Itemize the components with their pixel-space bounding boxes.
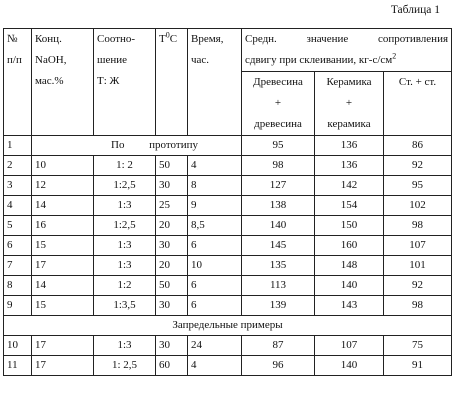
cell-ceramic: 140 [315, 356, 384, 376]
header-shear-word-1: Средн. [245, 33, 277, 45]
cell-num: 4 [4, 196, 32, 216]
cell-glass: 75 [384, 336, 452, 356]
header-concentration [32, 29, 94, 136]
header-num-line1: № [7, 33, 18, 45]
header-ceramic-line2: + [345, 97, 353, 109]
header-temp-sup: 0 [165, 30, 170, 40]
cell-num: 5 [4, 216, 32, 236]
cell-glass: 107 [384, 236, 452, 256]
cell-ceramic: 148 [315, 256, 384, 276]
cell-concentration: 17 [32, 356, 94, 376]
cell-num: 7 [4, 256, 32, 276]
table-row [4, 276, 452, 296]
table-row [4, 216, 452, 236]
header-shear-word-2: значение [306, 33, 349, 45]
cell-ratio: 1:2,5 [94, 216, 156, 236]
header-time-line1: Время, [191, 33, 224, 45]
header-ratio-line3: Т: Ж [97, 75, 120, 87]
cell-ratio: 1:3,5 [94, 296, 156, 316]
limit-rows [4, 336, 452, 376]
section-row [4, 316, 452, 336]
header-shear-line2-sup: 2 [392, 51, 397, 61]
cell-ratio: 1:3 [94, 196, 156, 216]
header-shear-line1 [245, 29, 448, 50]
header-wood-line3: древесина [254, 118, 302, 130]
cell-temperature: 30 [156, 176, 188, 196]
cell-time: 24 [188, 336, 242, 356]
cell-time: 6 [188, 276, 242, 296]
prototype-row [4, 136, 452, 156]
header-temp-prefix: Т [159, 33, 166, 45]
cell-wood: 113 [242, 276, 315, 296]
cell-concentration: 12 [32, 176, 94, 196]
cell-wood: 138 [242, 196, 315, 216]
cell-concentration: 14 [32, 196, 94, 216]
header-wood-line1: Древесина [253, 76, 303, 88]
cell-time: 8 [188, 176, 242, 196]
cell-wood: 87 [242, 336, 315, 356]
cell-glass: 98 [384, 216, 452, 236]
cell-ceramic: 107 [315, 336, 384, 356]
cell-ratio: 1:3 [94, 236, 156, 256]
cell-wood: 127 [242, 176, 315, 196]
prototype-wood: 95 [242, 136, 315, 156]
cell-time: 8,5 [188, 216, 242, 236]
header-shear-resistance [242, 29, 452, 72]
cell-wood: 98 [242, 156, 315, 176]
cell-wood: 145 [242, 236, 315, 256]
cell-time: 6 [188, 296, 242, 316]
cell-temperature: 60 [156, 356, 188, 376]
cell-wood: 139 [242, 296, 315, 316]
cell-ceramic: 143 [315, 296, 384, 316]
cell-num: 2 [4, 156, 32, 176]
cell-ceramic: 140 [315, 276, 384, 296]
cell-num: 11 [4, 356, 32, 376]
cell-temperature: 20 [156, 216, 188, 236]
cell-ceramic: 136 [315, 156, 384, 176]
header-ratio-line1: Соотно- [97, 33, 136, 45]
cell-ceramic: 150 [315, 216, 384, 236]
cell-temperature: 20 [156, 256, 188, 276]
cell-temperature: 50 [156, 276, 188, 296]
header-ceramic-line1: Керамика [326, 76, 372, 88]
table-row [4, 196, 452, 216]
cell-glass: 92 [384, 156, 452, 176]
cell-num: 3 [4, 176, 32, 196]
cell-num: 9 [4, 296, 32, 316]
cell-num: 8 [4, 276, 32, 296]
cell-concentration: 15 [32, 236, 94, 256]
header-row-1 [4, 29, 452, 72]
cell-ratio: 1:3 [94, 256, 156, 276]
cell-ratio: 1: 2 [94, 156, 156, 176]
header-glass [384, 72, 452, 136]
table-row [4, 176, 452, 196]
cell-concentration: 15 [32, 296, 94, 316]
cell-glass: 98 [384, 296, 452, 316]
header-shear-line2 [245, 50, 448, 71]
results-table [3, 28, 452, 376]
header-ratio-line2: шение [97, 54, 128, 66]
prototype-label-word-1: По [111, 139, 125, 151]
header-shear-line2-text: сдвигу при склеивании, кг-с/см [245, 54, 393, 66]
header-time-line2: час. [191, 54, 210, 66]
cell-glass: 95 [384, 176, 452, 196]
cell-time: 4 [188, 356, 242, 376]
cell-glass: 102 [384, 196, 452, 216]
header-ceramic-line3: керамика [327, 118, 371, 130]
cell-temperature: 50 [156, 156, 188, 176]
table-row [4, 156, 452, 176]
header-temperature [156, 29, 188, 136]
table-row [4, 356, 452, 376]
cell-concentration: 16 [32, 216, 94, 236]
cell-time: 9 [188, 196, 242, 216]
cell-temperature: 30 [156, 336, 188, 356]
header-temp-suffix: С [169, 33, 178, 45]
cell-ceramic: 142 [315, 176, 384, 196]
header-conc-line1: Конц. [35, 33, 62, 45]
cell-concentration: 10 [32, 156, 94, 176]
header-wood [242, 72, 315, 136]
header-num [4, 29, 32, 136]
cell-concentration: 14 [32, 276, 94, 296]
header-ratio [94, 29, 156, 136]
cell-time: 4 [188, 156, 242, 176]
cell-ratio: 1:3 [94, 336, 156, 356]
cell-num: 10 [4, 336, 32, 356]
cell-temperature: 30 [156, 236, 188, 256]
header-ceramic [315, 72, 384, 136]
cell-glass: 92 [384, 276, 452, 296]
cell-ceramic: 154 [315, 196, 384, 216]
prototype-num: 1 [4, 136, 32, 156]
cell-glass: 101 [384, 256, 452, 276]
cell-glass: 91 [384, 356, 452, 376]
header-glass-line1: Ст. + ст. [398, 76, 437, 88]
cell-temperature: 30 [156, 296, 188, 316]
cell-wood: 140 [242, 216, 315, 236]
cell-concentration: 17 [32, 256, 94, 276]
header-num-line2: п/п [7, 54, 22, 66]
cell-ratio: 1:2,5 [94, 176, 156, 196]
example-rows [4, 156, 452, 316]
header-wood-line2: + [274, 97, 282, 109]
prototype-label-word-2: прототипу [149, 139, 198, 151]
cell-wood: 96 [242, 356, 315, 376]
prototype-label [32, 136, 242, 156]
cell-concentration: 17 [32, 336, 94, 356]
header-time [188, 29, 242, 136]
table-caption: Таблица 1 [390, 4, 440, 16]
header-shear-word-3: сопротивления [377, 33, 449, 45]
cell-ratio: 1:2 [94, 276, 156, 296]
cell-num: 6 [4, 236, 32, 256]
cell-ceramic: 160 [315, 236, 384, 256]
table-row [4, 236, 452, 256]
table-row [4, 336, 452, 356]
cell-time: 6 [188, 236, 242, 256]
table-row [4, 296, 452, 316]
table-row [4, 256, 452, 276]
cell-time: 10 [188, 256, 242, 276]
cell-temperature: 25 [156, 196, 188, 216]
header-conc-line2: NaOH, [35, 54, 67, 66]
section-label: Запредельные примеры [4, 316, 452, 336]
cell-ratio: 1: 2,5 [94, 356, 156, 376]
header-conc-line3: мас.% [35, 75, 64, 87]
prototype-ceramic: 136 [315, 136, 384, 156]
cell-wood: 135 [242, 256, 315, 276]
prototype-glass: 86 [384, 136, 452, 156]
